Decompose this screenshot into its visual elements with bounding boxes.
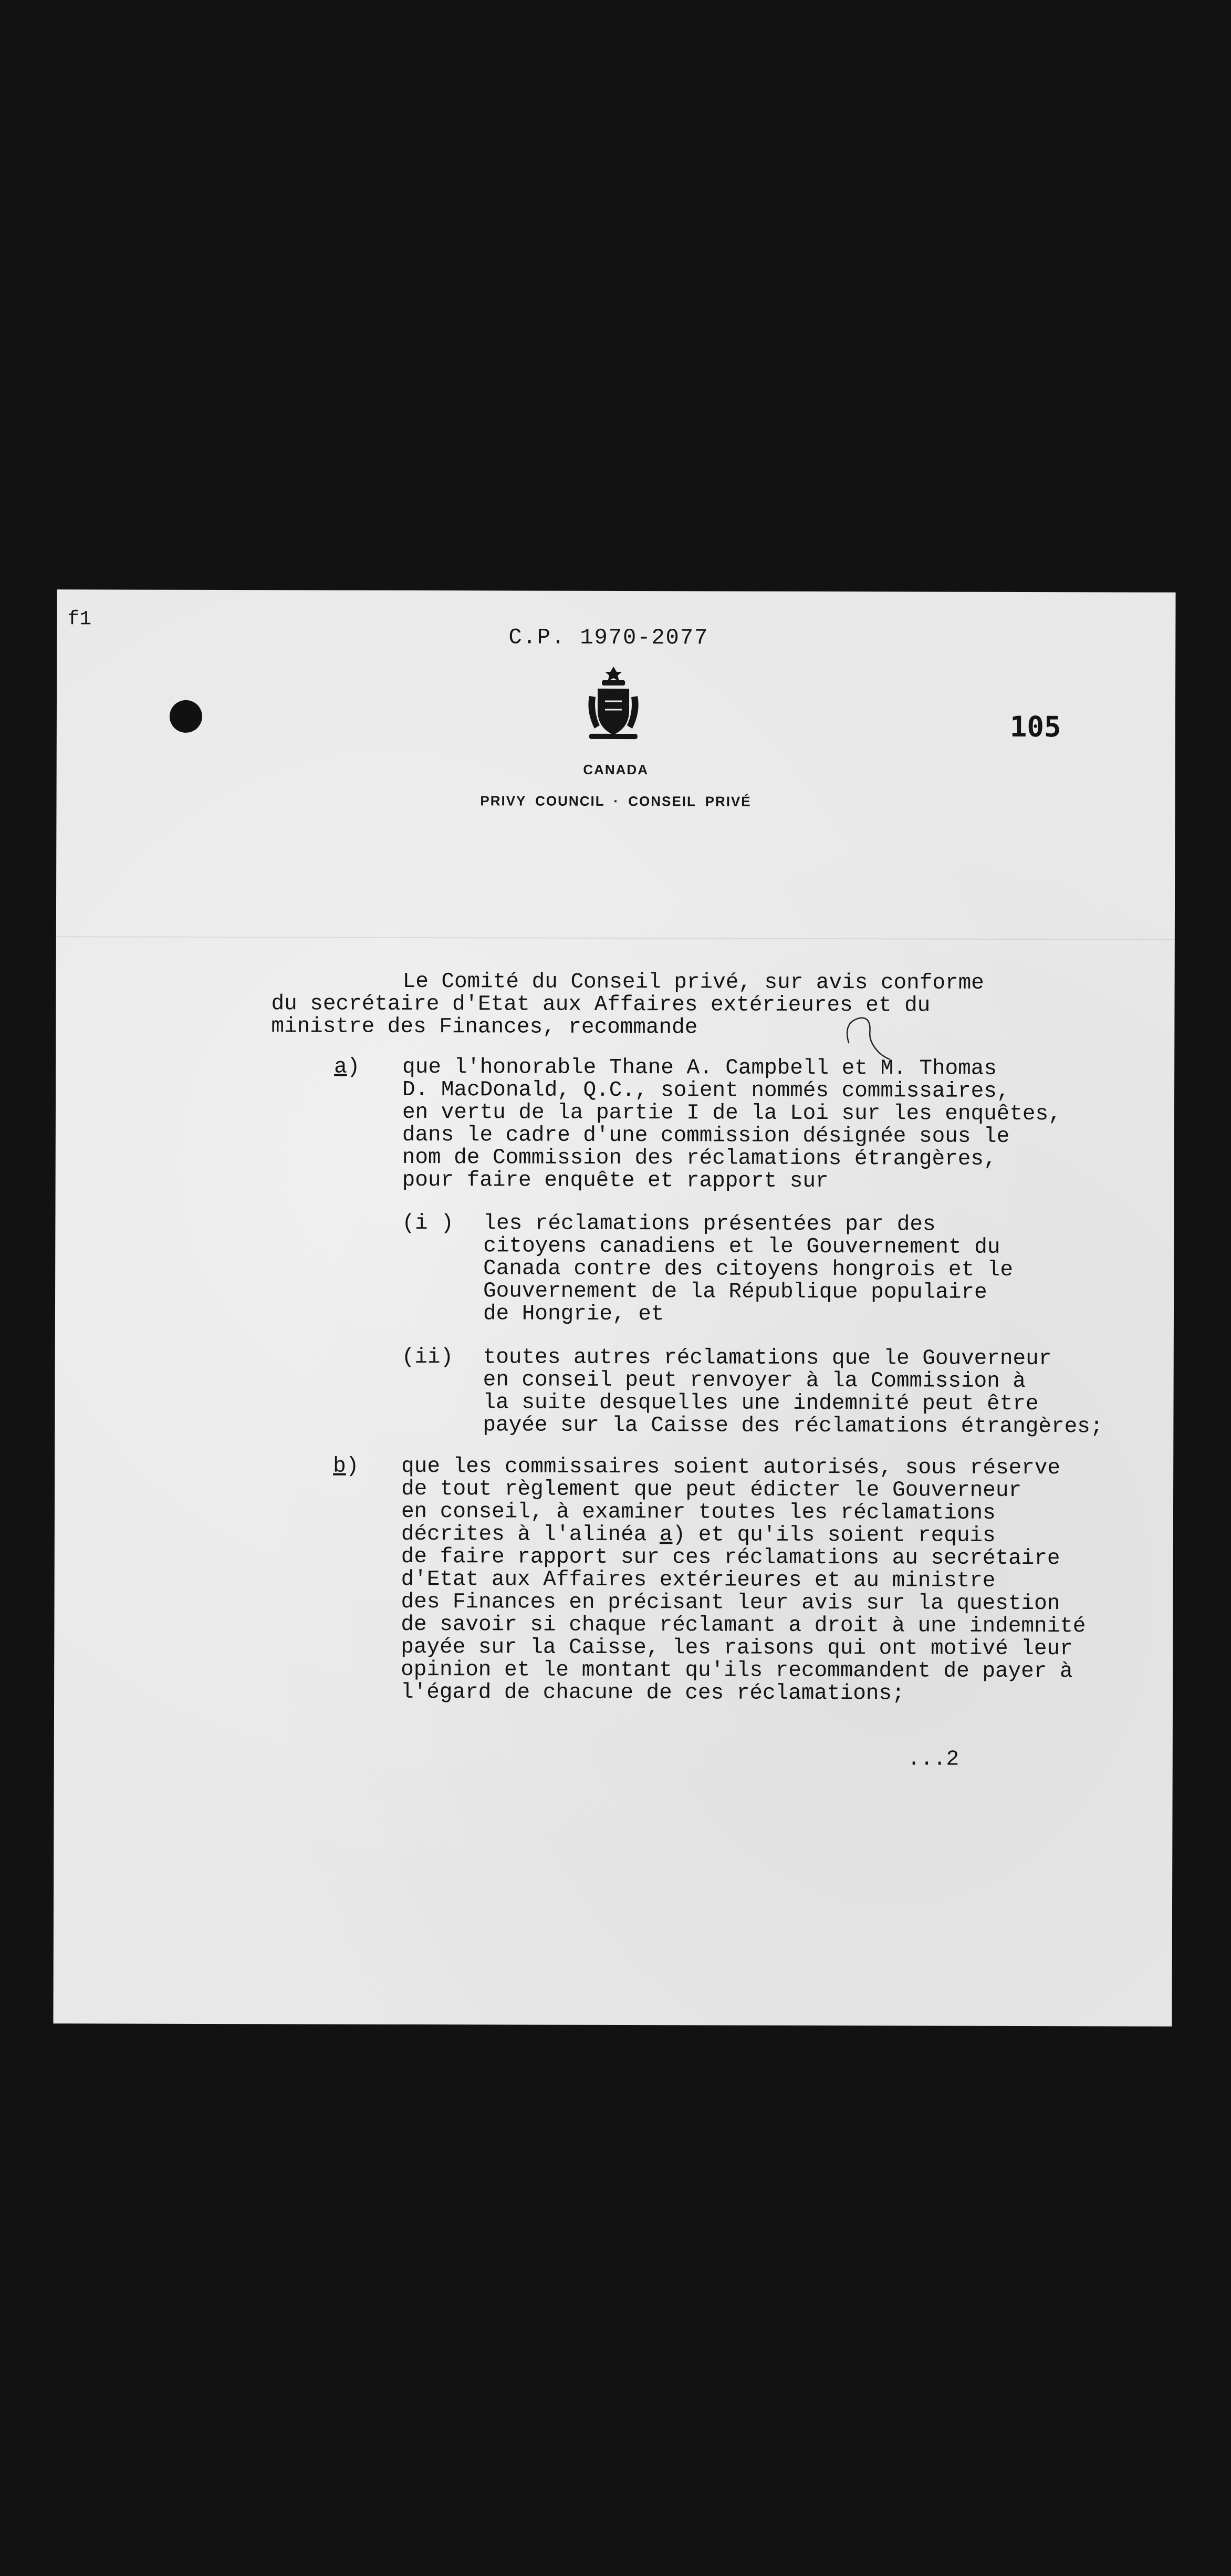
paragraph-b-line4-start: décrites à l'alinéa — [401, 1522, 660, 1547]
punch-hole — [170, 700, 202, 733]
paragraph-a-line: nom de Commission des réclamations étrangères, — [402, 1145, 997, 1171]
file-mark: f1 — [67, 608, 92, 631]
paragraph-b-letter: b — [333, 1454, 346, 1479]
subitem-i-line: les réclamations présentées par des — [483, 1211, 936, 1237]
subitem-i-line: citoyens canadiens et le Gouvernement du — [483, 1234, 1000, 1260]
paragraph-b-line: que les commissaires soient autorisés, sous réserve — [401, 1454, 1061, 1481]
fold-line — [56, 936, 1175, 940]
council-name-fr: CONSEIL PRIVÉ — [628, 793, 752, 809]
letterhead-country: CANADA — [583, 761, 649, 778]
paragraph-b-line: de faire rapport sur ces réclamations au secrétaire — [401, 1544, 1060, 1571]
subitem-ii-marker: (ii) — [401, 1345, 454, 1370]
paragraph-b-line: opinion et le montant qu'ils recommandent de payer à — [401, 1657, 1073, 1684]
council-name-en: PRIVY COUNCIL — [480, 793, 605, 809]
paragraph-b-line: de savoir si chaque réclamant a droit à une indemnité — [401, 1612, 1086, 1639]
paragraph-b-line: de tout règlement que peut édicter le Gouverneur — [401, 1477, 1022, 1503]
paragraph-b-line4-end: ) et qu'ils soient requis — [672, 1523, 996, 1548]
intro-line: ministre des Finances, recommande — [271, 1014, 698, 1040]
paragraph-a-paren: ) — [347, 1055, 360, 1079]
paragraph-b-line: l'égard de chacune de ces réclamations; — [401, 1680, 905, 1706]
paragraph-a-reference: a — [659, 1523, 673, 1547]
paragraph-b-line — [401, 1524, 996, 1547]
subitem-i-line: Gouvernement de la République populaire — [483, 1279, 987, 1305]
paragraph-a-line: pour faire enquête et rapport sur — [402, 1168, 829, 1194]
subitem-i-marker: (i ) — [402, 1211, 454, 1236]
intro-line: Le Comité du Conseil privé, sur avis conforme — [402, 969, 984, 995]
subitem-i-line: de Hongrie, et — [483, 1302, 664, 1327]
paragraph-a-line: en vertu de la partie I de la Loi sur les enquêtes, — [402, 1100, 1061, 1127]
paragraph-a-marker — [334, 1057, 360, 1078]
subitem-ii-line: payée sur la Caisse des réclamations étrangères; — [483, 1413, 1103, 1439]
page-continuation: ...2 — [907, 1747, 959, 1772]
paragraph-b-line: d'Etat aux Affaires extérieures et au ministre — [401, 1567, 996, 1593]
letterhead-separator: · — [613, 793, 620, 809]
paragraph-a-letter: a — [334, 1055, 347, 1079]
paragraph-b-line: payée sur la Caisse, les raisons qui ont motivé leur — [401, 1635, 1073, 1661]
letterhead-council — [56, 792, 1175, 811]
subitem-ii-line: toutes autres réclamations que le Gouverneur — [483, 1345, 1052, 1372]
subitem-i-line: Canada contre des citoyens hongrois et le — [483, 1256, 1014, 1282]
order-number: C.P. 1970-2077 — [508, 625, 709, 651]
paragraph-b-paren: ) — [346, 1454, 359, 1479]
paragraph-b-line: en conseil, à examiner toutes les réclamations — [401, 1499, 996, 1525]
paragraph-b-marker — [333, 1456, 359, 1478]
intro-line: du secrétaire d'Etat aux Affaires extérieures et du — [271, 992, 931, 1018]
document-page — [53, 589, 1175, 2027]
paragraph-a-line: que l'honorable Thane A. Campbell et M. Thomas — [402, 1055, 997, 1081]
paragraph-a-line: D. MacDonald, Q.C., soient nommés commissaires, — [402, 1077, 1010, 1104]
subitem-ii-line: la suite desquelles une indemnité peut être — [483, 1390, 1039, 1417]
page-stamp-number: 105 — [1009, 710, 1061, 744]
paragraph-b-line: des Finances en précisant leur avis sur la question — [401, 1590, 1060, 1616]
paragraph-a-line: dans le cadre d'une commission désignée sous le — [402, 1123, 1010, 1149]
coat-of-arms-icon — [582, 664, 645, 743]
subitem-ii-line: en conseil peut renvoyer à la Commission à — [483, 1368, 1026, 1394]
